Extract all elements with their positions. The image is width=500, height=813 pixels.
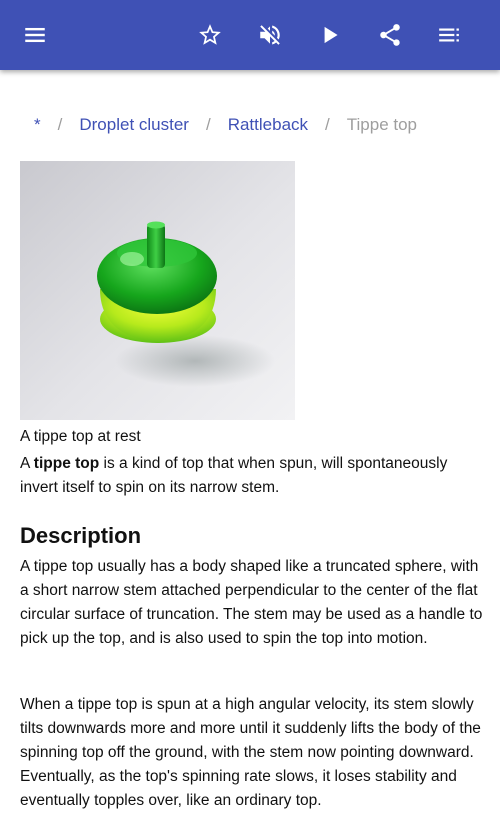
menu-icon: [22, 22, 48, 48]
menu-button[interactable]: [15, 15, 55, 55]
star-icon: [197, 22, 223, 48]
description-paragraph: A tippe top usually has a body shaped like a truncated sphere, with a short narrow stem attached perpendicular to the center of the flat circular surface of truncation. The stem may be used as a handle to pick up the top, and is also used to spin the top into motion.: [20, 558, 483, 647]
lead-paragraph: [20, 452, 485, 500]
lead-suffix: is a kind of top that when spun, will spontaneously invert itself to spin on its narrow stem.: [20, 455, 448, 496]
bookmark-button[interactable]: [190, 15, 230, 55]
contents-button[interactable]: [430, 15, 470, 55]
breadcrumb-item-rattleback[interactable]: Rattleback: [227, 115, 309, 134]
play-button[interactable]: [310, 15, 350, 55]
description-paragraph: When a tippe top is spun at a high angular velocity, its stem slowly tilts downwards more and more until it suddenly lifts the body of the spinning top off the ground, with the stem now pointing downward. Eventually, as the top's spinning rate slows, it loses stability and eventually topples over, like an ordinary top.: [20, 696, 481, 809]
breadcrumb-current: Tippe top: [346, 115, 418, 134]
app-bar: [0, 0, 500, 70]
lead-term: tippe top: [33, 455, 100, 472]
play-icon: [317, 22, 343, 48]
tippe-top-image[interactable]: [20, 161, 295, 420]
share-button[interactable]: [370, 15, 410, 55]
tippe-top-photo: [20, 161, 295, 420]
share-icon: [377, 22, 403, 48]
volume-off-icon: [257, 22, 283, 48]
mute-button[interactable]: [250, 15, 290, 55]
lead-prefix: A: [20, 455, 34, 472]
breadcrumb-separator: /: [205, 115, 211, 134]
toc-icon: [437, 22, 463, 48]
breadcrumb-item-droplet-cluster[interactable]: Droplet cluster: [79, 115, 189, 134]
breadcrumb: [34, 114, 417, 136]
section-heading-description: Description: [20, 523, 142, 548]
article-content: [0, 70, 500, 809]
breadcrumb-separator: /: [57, 115, 63, 134]
image-caption: A tippe top at rest: [20, 428, 141, 445]
breadcrumb-home[interactable]: *: [34, 115, 41, 134]
breadcrumb-separator: /: [325, 115, 330, 134]
